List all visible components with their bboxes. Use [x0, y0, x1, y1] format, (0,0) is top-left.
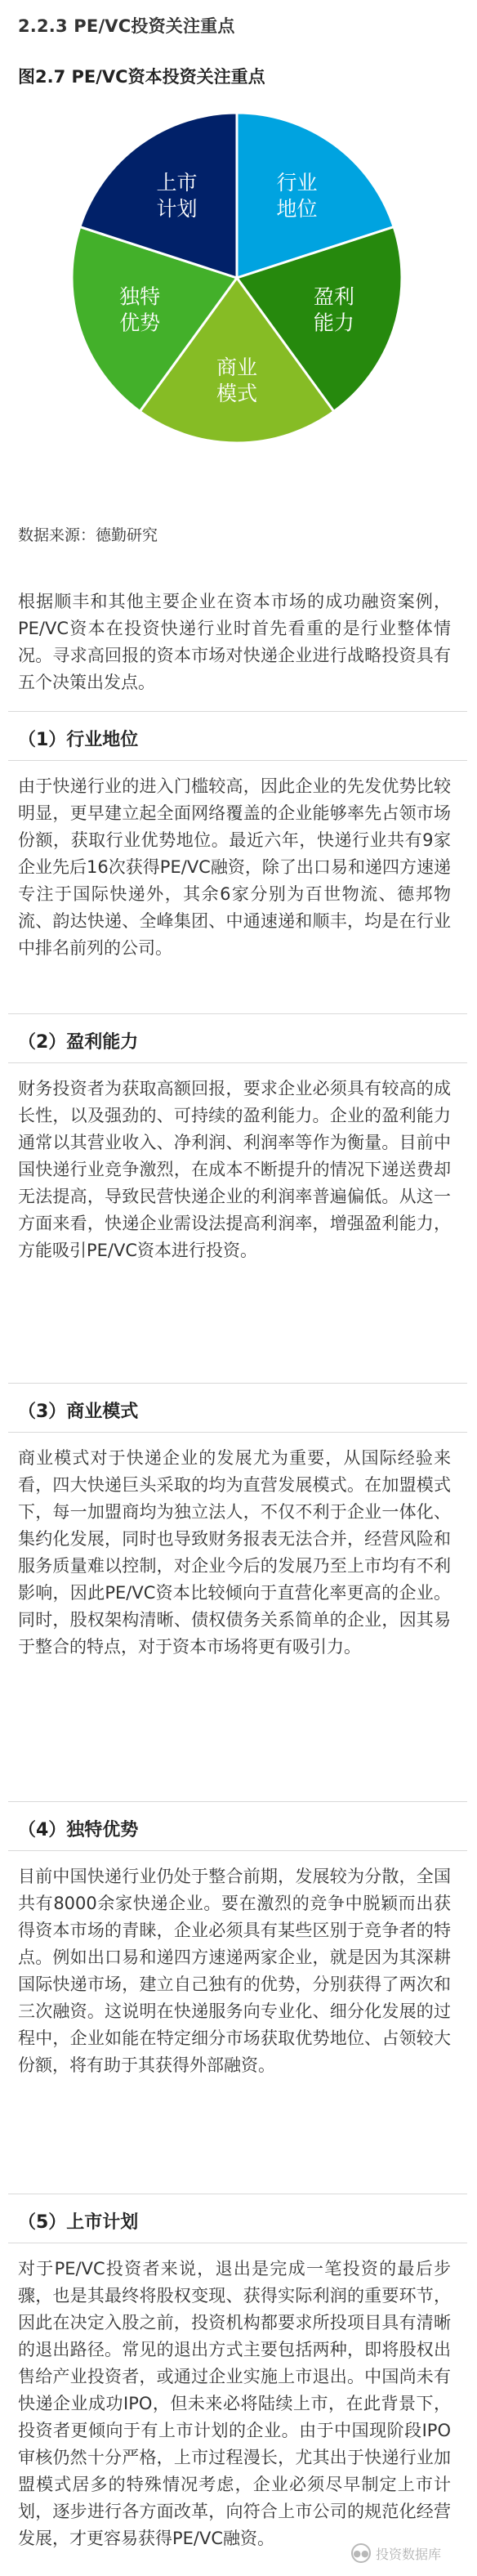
- divider: [8, 1801, 467, 1802]
- divider: [8, 1432, 467, 1433]
- pie-label-industry-position: 地位: [276, 196, 318, 221]
- figure-title: 图2.7 PE/VC资本投资关注重点: [18, 67, 265, 87]
- paragraph-business-model: 商业模式对于快递企业的发展尤为重要，从国际经验来看，四大快递巨头采取的均为直营发展模式。在加盟模式下，每一加盟商均为独立法人，不仅不利于企业一体化、集约化发展，同时也导致财务报表无法合并，经营风险和服务质量难以控制，对企业今后的发展乃至上市均有不利影响，因此PE/VC资本比较倾向于直营化率更高的企业。同时，股权架构清晰、债权债务关系简单的企业，因其易于整合的特点，对于资本市场将更有吸引力。: [18, 1448, 451, 1657]
- source-note: 数据来源：德勤研究: [18, 526, 158, 544]
- divider: [8, 711, 467, 712]
- section-title: 2.2.3 PE/VC投资关注重点: [18, 16, 235, 36]
- heading-profitability: （2）盈利能力: [18, 1032, 139, 1053]
- pie-label-profitability: 盈利: [313, 284, 354, 309]
- divider: [8, 1850, 467, 1851]
- wechat-icon: ●●: [351, 2543, 371, 2563]
- pie-label-listing-plan: 上市: [156, 170, 198, 195]
- heading-listing-plan: （5）上市计划: [18, 2212, 139, 2233]
- divider: [8, 1013, 467, 1014]
- paragraph-unique-advantage: 目前中国快递行业仍处于整合前期，发展较为分散，全国共有8000余家快递企业。要在激烈的竞争中脱颖而出获得资本市场的青睐，企业必须具有某些区别于竞争者的特点。例如出口易和递四方速递两家企业，就是因为其深耕国际快递市场，建立自己独有的优势，分别获得了两次和三次融资。这说明在快递服务向专业化、细分化发展的过程中，企业如能在特定细分市场获取优势地位、占领较大份额，将有助于其获得外部融资。: [18, 1867, 451, 2075]
- pie-chart: [69, 106, 405, 449]
- watermark-text: 投资数据库: [376, 2546, 442, 2562]
- pie-label-profitability: 能力: [313, 311, 354, 335]
- intro-paragraph: 根据顺丰和其他主要企业在资本市场的成功融资案例，PE/VC资本在投资快递行业时首先看重的是行业整体情况。寻求高回报的资本市场对快递企业进行战略投资具有五个决策出发点。: [18, 592, 451, 692]
- watermark: [351, 2543, 441, 2563]
- divider: [8, 1062, 467, 1063]
- paragraph-industry-position: 由于快递行业的进入门槛较高，因此企业的先发优势比较明显，更早建立起全面网络覆盖的企业能够率先占领市场份额，获取行业优势地位。最近六年，快递行业共有9家企业先后16次获得PE/VC融资，除了出口易和递四方速递专注于国际快递外，其余6家分别为百世物流、德邦物流、韵达快递、全峰集团、中通速递和顺丰，均是在行业中排名前列的公司。: [18, 776, 451, 958]
- pie-label-unique-advantage: 独特: [119, 284, 161, 309]
- divider: [8, 1383, 467, 1384]
- pie-label-business-model: 商业: [216, 356, 258, 379]
- pie-label-industry-position: 行业: [276, 170, 318, 195]
- heading-unique-advantage: （4）独特优势: [18, 1820, 139, 1840]
- paragraph-profitability: 财务投资者为获取高额回报，要求企业必须具有较高的成长性，以及强劲的、可持续的盈利能力。企业的盈利能力通常以其营业收入、净利润、利润率等作为衡量。目前中国快递行业竞争激烈，在成本不断提升的情况下递送费却无法提高，导致民营快递企业的利润率普遍偏低。从这一方面来看，快递企业需设法提高利润率，增强盈利能力，方能吸引PE/VC资本进行投资。: [18, 1079, 451, 1260]
- heading-business-model: （3）商业模式: [18, 1402, 139, 1422]
- paragraph-listing-plan: 对于PE/VC投资者来说，退出是完成一笔投资的最后步骤，也是其最终将股权变现、获得实际利润的重要环节，因此在决定入股之前，投资机构都要求所投项目具有清晰的退出路径。常见的退出方式主要包括两种，即将股权出售给产业投资者，或通过企业实施上市退出。中国尚未有快递企业成功IPO，但未来必将陆续上市，在此背景下，投资者更倾向于有上市计划的企业。由于中国现阶段IPO审核仍然十分严格，上市过程漫长，尤其出于快递行业加盟模式居多的特殊情况考虑，企业必须尽早制定上市计划，逐步进行各方面改革，向符合上市公司的规范化经营发展，才更容易获得PE/VC融资。: [18, 2259, 451, 2548]
- pie-label-unique-advantage: 优势: [119, 311, 161, 335]
- heading-industry-position: （1）行业地位: [18, 730, 139, 750]
- divider: [8, 760, 467, 761]
- pie-label-listing-plan: 计划: [156, 196, 198, 221]
- pie-label-business-model: 模式: [216, 382, 258, 405]
